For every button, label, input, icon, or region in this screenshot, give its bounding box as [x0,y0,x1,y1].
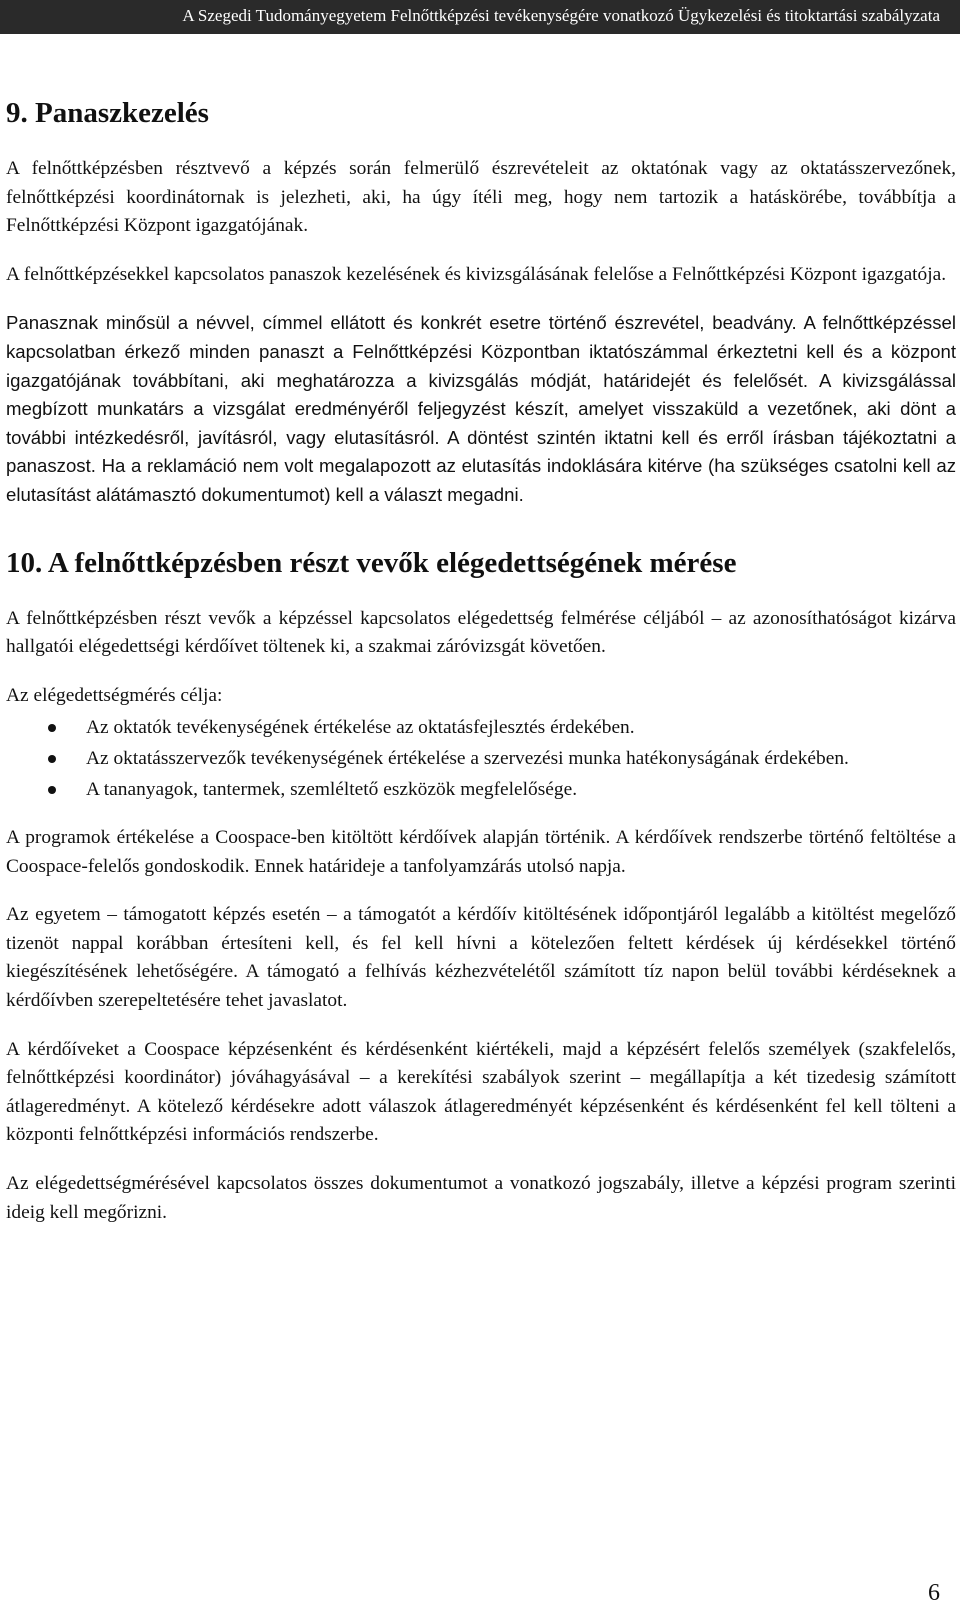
bullet-icon [48,755,56,763]
bullet-icon [48,724,56,732]
section-9-paragraph-2: A felnőttképzésekkel kapcsolatos panaszok kezelésének és kivizsgálásának felelőse a Felnőttképzési Központ igazgatója. [6,263,947,285]
list-item-text: Az oktatók tevékenységének értékelése az oktatásfejlesztés érdekében. [86,717,635,739]
list-item [6,714,956,743]
section-10-paragraph-2: A programok értékelése a Coospace-ben kitöltött kérdőívek alapján történik. A kérdőívek rendszerbe történő feltöltése a Coospace-felelős gondoskodik. Ennek határideje a tanfolyamzárás utolsó napja. [6,827,956,877]
list-item [6,776,956,805]
list-item [6,745,956,774]
goals-list [6,714,956,804]
section-10-heading: 10. A felnőttképzésben részt vevők elégedettségének mérése [6,546,737,579]
section-spacer [6,530,956,546]
section-10-paragraph-4: A kérdőíveket a Coospace képzésenként és kérdésenként kiértékeli, majd a képzésért felelős személyek (szakfelelős, felnőttképzési koordinátor) jóváhagyásával – a kerekítési szabályok szerint – megállapítja a két tizedesig számított átlageredményt. A kötelező kérdésekre adott válaszok átlageredményét képzésenként és kérdésenként fel kell tölteni a központi felnőttképzési információs rendszerbe. [6,1038,956,1146]
section-9-paragraph-1: A felnőttképzésben résztvevő a képzés során felmerülő észrevételeit az oktatónak vagy az oktatásszervezőnek, felnőttképzési koordinátornak is jelezheti, aki, ha úgy ítéli meg, hogy nem tartozik a hatáskörébe, továbbítja a Felnőttképzési Központ igazgatójának. [6,158,956,237]
page-number: 6 [928,1580,940,1606]
list-item-text: Az oktatásszervezők tevékenységének értékelése a szervezési munka hatékonyságának érdekében. [86,747,849,769]
running-header: A Szegedi Tudományegyetem Felnőttképzési tevékenységére vonatkozó Ügykezelési és titoktartási szabályzata [0,0,960,34]
section-9-paragraph-3: Panasznak minősül a névvel, címmel ellátott és konkrét esetre történő észrevétel, beadvány. A felnőttképzéssel kapcsolatban érkező minden panaszt a Felnőttképzési Központban iktatószámmal érkeztetni kell és a központ igazgatójának továbbítani, aki meghatározza a kivizsgálás módját, határidejét és felelősét. A kivizsgálással megbízott munkatárs a vizsgálat eredményéről feljegyzést készít, amelyet visszaküld a vezetőnek, aki dönt a további intézkedésről, javításról, vagy elutasításról. A döntést szintén iktatni kell és erről írásban tájékoztatni a panaszost. Ha a reklamáció nem volt megalapozott az elutasítás indoklására kitérve (ha szükséges csatolni kell az elutasítást alátámasztó dokumentumot) kell a választ megadni. [6,312,956,505]
goals-intro: Az elégedettségmérés célja: [6,684,223,706]
bullet-icon [48,786,56,794]
list-item-text: A tananyagok, tantermek, szemléltető eszközök megfelelősége. [86,778,578,800]
section-10-paragraph-1: A felnőttképzésben részt vevők a képzéssel kapcsolatos elégedettség felmérése céljából – az azonosíthatóságot kizárva hallgatói elégedettségi kérdőívet töltenek ki, a szakmai záróvizsgát követően. [6,607,956,658]
section-10-paragraph-3: Az egyetem – támogatott képzés esetén – a támogatót a kérdőív kitöltésének időpontjáról legalább a kitöltést megelőző tizenöt nappal korábban értesíteni kell, és fel kell hívni a kötelezően feltett kérdések új kérdésekkel történő kiegészítésének lehetőségére. A támogató a felhívás kézhezvételétől számított tíz napon belül további kérdéseknek a kérdőívben szerepeltetésére tehet javaslatot. [6,904,956,1012]
page-content [6,96,956,1247]
section-10-paragraph-5: Az elégedettségmérésével kapcsolatos összes dokumentumot a vonatkozó jogszabály, illetve a képzési program szerinti ideig kell megőrizni. [6,1173,956,1223]
section-9-heading: 9. Panaszkezelés [6,97,209,129]
